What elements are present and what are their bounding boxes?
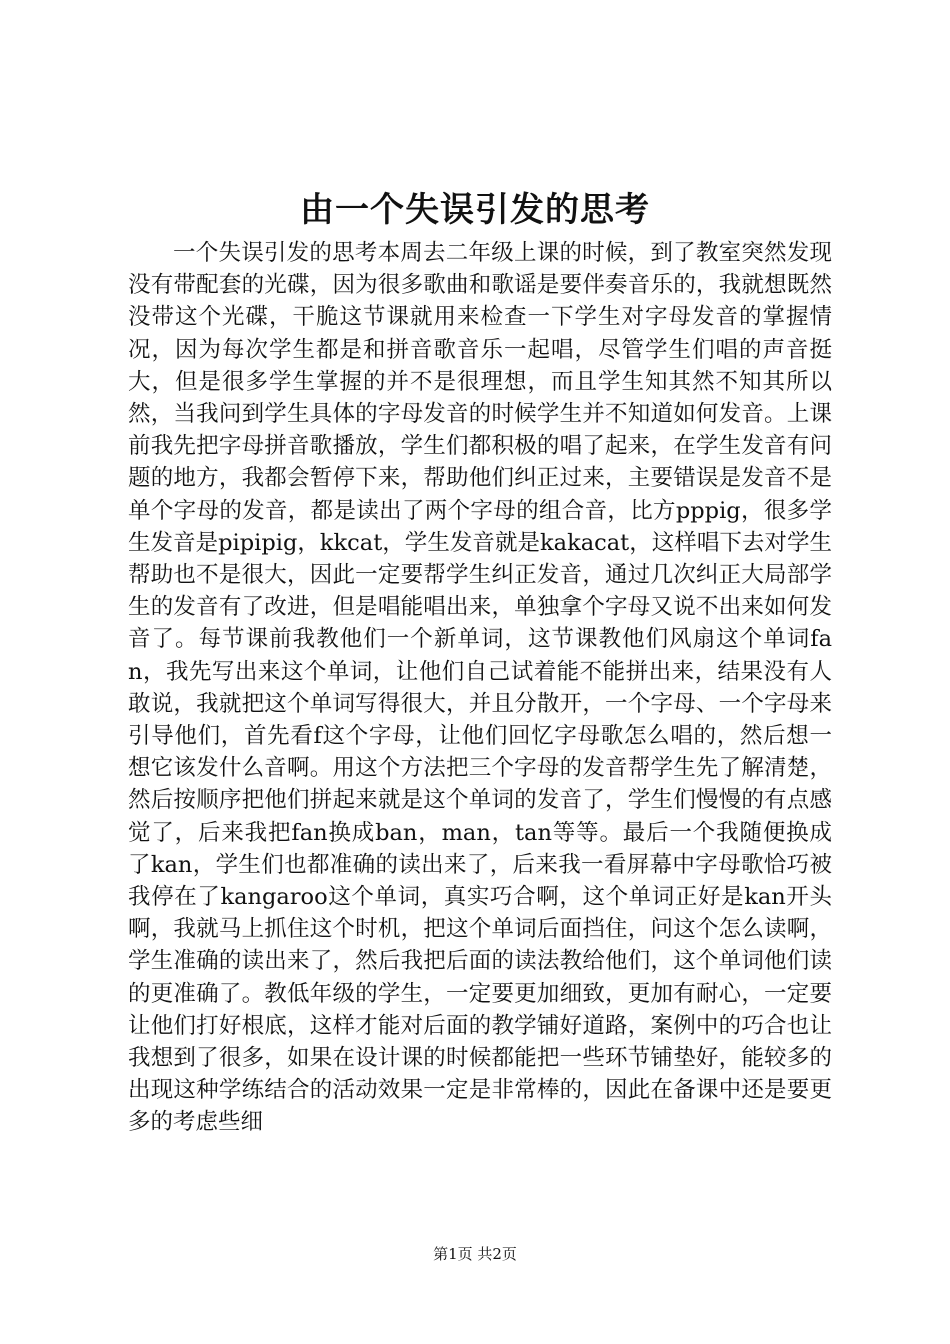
body-paragraph: 一个失误引发的思考本周去二年级上课的时候，到了教室突然发现没有带配套的光碟，因为很多歌曲和歌谣是要伴奏音乐的，我就想既然没带这个光碟，干脆这节课就用来检查一下学生对字母发音的掌握情况，因为每次学生都是和拼音歌音乐一起唱，尽管学生们唱的声音挺大，但是很多学生掌握的并不是很理想，而且学生知其然不知其所以然，当我问到学生具体的字母发音的时候学生并不知道如何发音。上课前我先把字母拼音歌播放，学生们都积极的唱了起来，在学生发音有问题的地方，我都会暂停下来，帮助他们纠正过来，主要错误是发音不是单个字母的发音，都是读出了两个字母的组合音，比方pppig，很多学生发音是pipipig，kkcat，学生发音就是kakacat，这样唱下去对学生帮助也不是很大，因此一定要帮学生纠正发音，通过几次纠正大局部学生的发音有了改进，但是唱能唱出来，单独拿个字母又说不出来如何发音了。每节课前我教他们一个新单词，这节课教他们风扇这个单词fan，我先写出来这个单词，让他们自己试着能不能拼出来，结果没有人敢说，我就把这个单词写得很大，并且分散开，一个字母、一个字母来引导他们，首先看f这个字母，让他们回忆字母歌怎么唱的，然后想一想它该发什么音啊。用这个方法把三个字母的发音帮学生先了解清楚，然后按顺序把他们拼起来就是这个单词的发音了，学生们慢慢的有点感觉了，后来我把fan换成ban，man，tan等等。最后一个我随便换成了kan，学生们也都准确的读出来了，后来我一看屏幕中字母歌恰巧被我停在了kangaroo这个单词，真实巧合啊，这个单词正好是kan开头啊，我就马上抓住这个时机，把这个单词后面挡住，问这个怎么读啊，学生准确的读出来了，然后我把后面的读法教给他们，这个单词他们读的更准确了。教低年级的学生，一定要更加细致，更加有耐心，一定要让他们打好根底，这样才能对后面的教学铺好道路，案例中的巧合也让我想到了很多，如果在设计课的时候都能把一些环节铺垫好，能较多的出现这种学练结合的活动效果一定是非常棒的，因此在备课中还是要更多的考虑些细 xyxy=(128,240,832,1136)
page-number-indicator: 第1页 共2页 xyxy=(433,1245,517,1263)
document-title: 由一个失误引发的思考 xyxy=(300,190,650,230)
